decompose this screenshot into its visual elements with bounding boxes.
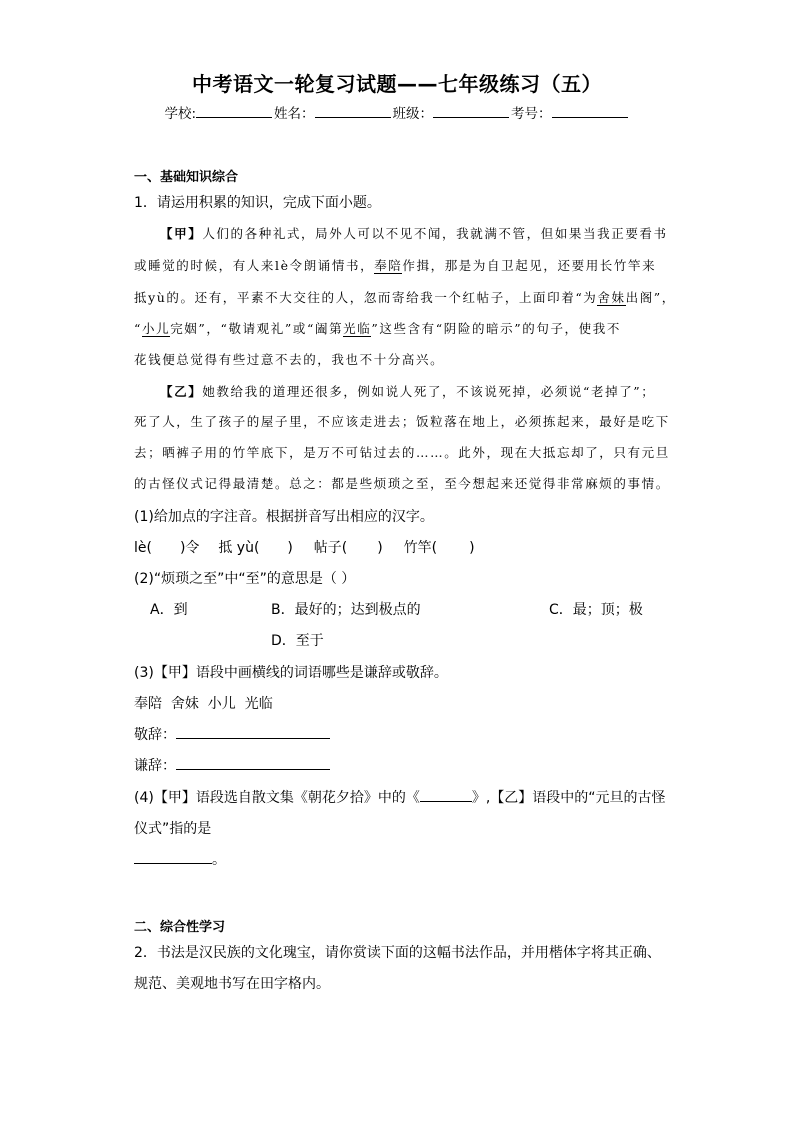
passage-text: ”这些含有“阴险的暗示”的句子，使我不 [371,321,621,336]
passage-text: 抵yù的。还有，平素不大交往的人，忽而寄给我一个红帖子，上面印着“为 [134,290,598,305]
underlined-word-shemei: 舍妹 [597,290,626,305]
exam-no-label: 考号： [511,106,552,122]
underlined-word-fengpei: 奉陪 [374,258,403,273]
item-yu-tail: ) [287,540,293,556]
school-blank[interactable] [196,105,272,118]
item-zhugan-tail: ) [469,540,475,556]
item-yu: 抵 yù( [218,540,260,556]
sub2-prompt: (2)“烦琐之至”中“至”的意思是（ ） [134,571,356,587]
sub3-prompt: (3)【甲】语段中画横线的词语哪些是谦辞或敬辞。 [134,665,448,681]
ritual-answer-line[interactable] [134,850,212,864]
q2-line2: 规范、美观地书写在田字格内。 [134,976,330,992]
sub4-prompt-a: (4)【甲】语段选自散文集《朝花夕拾》中的《 [134,790,420,806]
option-d[interactable]: D．至于 [271,633,324,649]
section2-heading: 二、综合性学习 [134,920,226,935]
humble-label: 谦辞： [134,758,176,774]
passage-yi-line4: 的古怪仪式记得最清楚。总之：都是些烦琐之至，至今想起来还觉得非常麻烦的事情。 [134,476,670,491]
passage-yi-line1 [160,382,655,400]
option-a[interactable]: A．到 [150,602,188,618]
item-tiezi-tail: ) [377,540,383,556]
option-c[interactable]: C．最；顶；极 [549,602,643,618]
passage-jia-line4 [134,319,621,337]
q1-stem: 1．请运用积累的知识，完成下面小题。 [134,195,381,211]
class-label: 班级： [392,106,434,122]
sub1-items [134,537,475,557]
class-blank[interactable] [433,105,509,118]
passage-jia-line2 [134,256,656,274]
item-le-tail: )令 [179,540,200,556]
underlined-word-xiaoer: 小儿 [142,321,171,336]
underlined-word-guanglin: 光临 [343,321,372,336]
sub4-line2: 仪式”指的是 [134,821,212,837]
honorific-row [134,724,330,744]
sub1-prompt: (1)给加点的字注音。根据拼音写出相应的汉字。 [134,509,434,525]
passage-text: 人们的各种礼式，局外人可以不见不闻，我就满不管，但如果当我正要看书 [202,226,668,241]
passage-text: 出阁”， [625,290,676,305]
item-zhugan: 竹竿( [403,540,438,556]
essay-title-blank[interactable] [420,788,472,802]
school-label: 学校: [164,106,197,122]
sub3-words: 奉陪 舍妹 小儿 光临 [134,696,273,712]
passage-text: 作揖，那是为自卫起见，还要用长竹竿来 [402,258,657,273]
name-label: 姓名： [274,106,315,122]
humble-row [134,755,330,775]
sub4-prompt-b: 》,【乙】语段中的“元旦的古怪 [471,790,666,806]
sub4-end: 。 [212,852,226,868]
passage-yi-line3: 去；晒裤子用的竹竿底下，是万不可钻过去的……。此外，现在大抵忘却了，只有元旦 [134,445,670,460]
passage-jia-tag: 【甲】 [160,226,203,241]
student-info-row [0,102,794,122]
passage-jia-line5: 花钱便总觉得有些过意不去的，我也不十分高兴。 [134,352,445,367]
passage-jia-line1 [160,224,668,242]
passage-yi-tag: 【乙】 [160,384,203,399]
honorific-label: 敬辞： [134,727,176,743]
section1-heading: 一、基础知识综合 [134,170,239,185]
item-le: lè( [134,540,152,556]
honorific-answer-line[interactable] [176,725,330,739]
exam-no-blank[interactable] [552,105,628,118]
passage-jia-line3 [134,288,676,306]
passage-text: 她教给我的道理还很多，例如说人死了，不该说死掉，必须说“老掉了”； [202,384,656,399]
q2-line1: 2．书法是汉民族的文化瑰宝，请你赏读下面的这幅书法作品，并用楷体字将其正确、 [134,945,661,961]
passage-yi-line2: 死了人，生了孩子的屋子里，不应该走进去；饭粒落在地上，必须拣起来，最好是吃下 [134,414,670,429]
humble-answer-line[interactable] [176,756,330,770]
page-title: 中考语文一轮复习试题——七年级练习（五） [192,72,602,96]
sub4-line3 [134,849,226,869]
sub4-line1 [134,787,666,807]
passage-text: 或睡觉的时候，有人来lè令朗诵情书， [134,258,375,273]
item-tiezi: 帖子( [313,540,348,556]
name-blank[interactable] [315,105,391,118]
passage-text: “ [134,321,142,336]
option-b[interactable]: B．最好的；达到极点的 [271,602,421,618]
passage-text: 完姻”，“敬请观礼”或“阖第 [170,321,344,336]
